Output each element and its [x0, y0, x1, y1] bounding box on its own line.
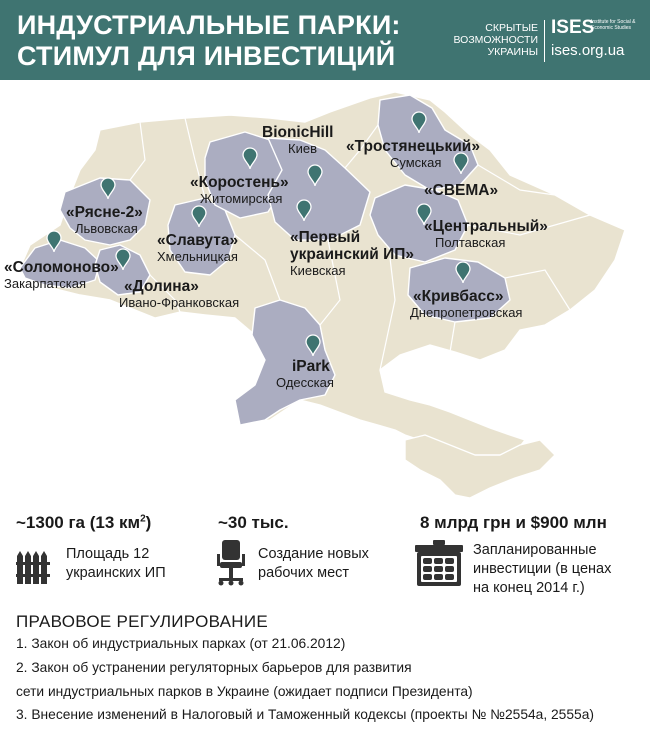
org-line-1: СКРЫТЫЕ [485, 22, 538, 34]
park-label-riasne: «Рясне-2» Львовская [66, 204, 143, 236]
stat-jobs-value: ~30 тыс. [218, 513, 289, 532]
ises-logo: ISES [551, 17, 595, 38]
header-divider [544, 20, 545, 62]
org-name [0, 22, 538, 58]
stat-area-value: ~1300 га (13 $км^2$) [16, 513, 152, 532]
park-label-slavuta: «Славута» Хмельницкая [157, 232, 239, 264]
park-label-first-ukrainian: «Первый украинский ИП» Киевская [290, 229, 414, 278]
legal-item-1: 1. Закон об индустриальных парках (от 21.06.2012) [16, 636, 346, 651]
park-label-svema: «СВЕМА» [424, 182, 499, 199]
stat-jobs-desc: Создание новых рабочих мест [258, 546, 369, 581]
legal-item-3: 3. Внесение изменений в Налоговый и Таможенный кодексы (проекты № №2554а, 2555а) [16, 707, 594, 722]
money-case-icon [413, 540, 465, 590]
park-label-bionichill: BionicHill Киев [262, 124, 334, 156]
park-label-solomonovo: «Соломоново» Закарпатская [4, 259, 119, 291]
stat-investment-desc: Запланированные инвестиции (в ценах на конец 2014 г.) [473, 542, 612, 596]
title-line-2: СТИМУЛ ДЛЯ ИНВЕСТИЦИЙ [17, 41, 396, 71]
park-label-trostianets: «Тростянецький» Сумская [346, 138, 480, 170]
office-chair-icon [216, 540, 246, 586]
org-line-2: ВОЗМОЖНОСТИ [453, 34, 538, 46]
park-label-dolyna: «Долина» Ивано-Франковская [119, 278, 240, 310]
park-label-korosten: «Коростень» Житомирская [190, 174, 289, 206]
park-label-centralny: «Центральный» Полтавская [424, 218, 548, 250]
org-line-3: УКРАИНЫ [487, 46, 538, 58]
park-label-ipark: iPark Одесская [276, 358, 334, 390]
park-label-kryvbas: «Кривбасс» Днепропетровская [410, 288, 523, 320]
legal-item-2: 2. Закон об устранении регуляторных барьеров для развития [16, 660, 412, 675]
legal-item-2-cont: сети индустриальных парков в Украине (ожидает подписи Президента) [16, 684, 473, 699]
ises-logo-desc: Institute for Social & Economic Studies [591, 19, 636, 31]
stat-investment-value: 8 млрд грн и $900 млн [420, 513, 607, 532]
stat-area-desc: Площадь 12 украинских ИП [66, 546, 166, 581]
fence-icon [16, 548, 50, 584]
website-link[interactable]: ises.org.ua [551, 42, 625, 59]
header-banner [0, 0, 650, 80]
legal-section-title: ПРАВОВОЕ РЕГУЛИРОВАНИЕ [16, 612, 269, 631]
title-line-1: ИНДУСТРИАЛЬНЫЕ ПАРКИ: [17, 10, 401, 40]
